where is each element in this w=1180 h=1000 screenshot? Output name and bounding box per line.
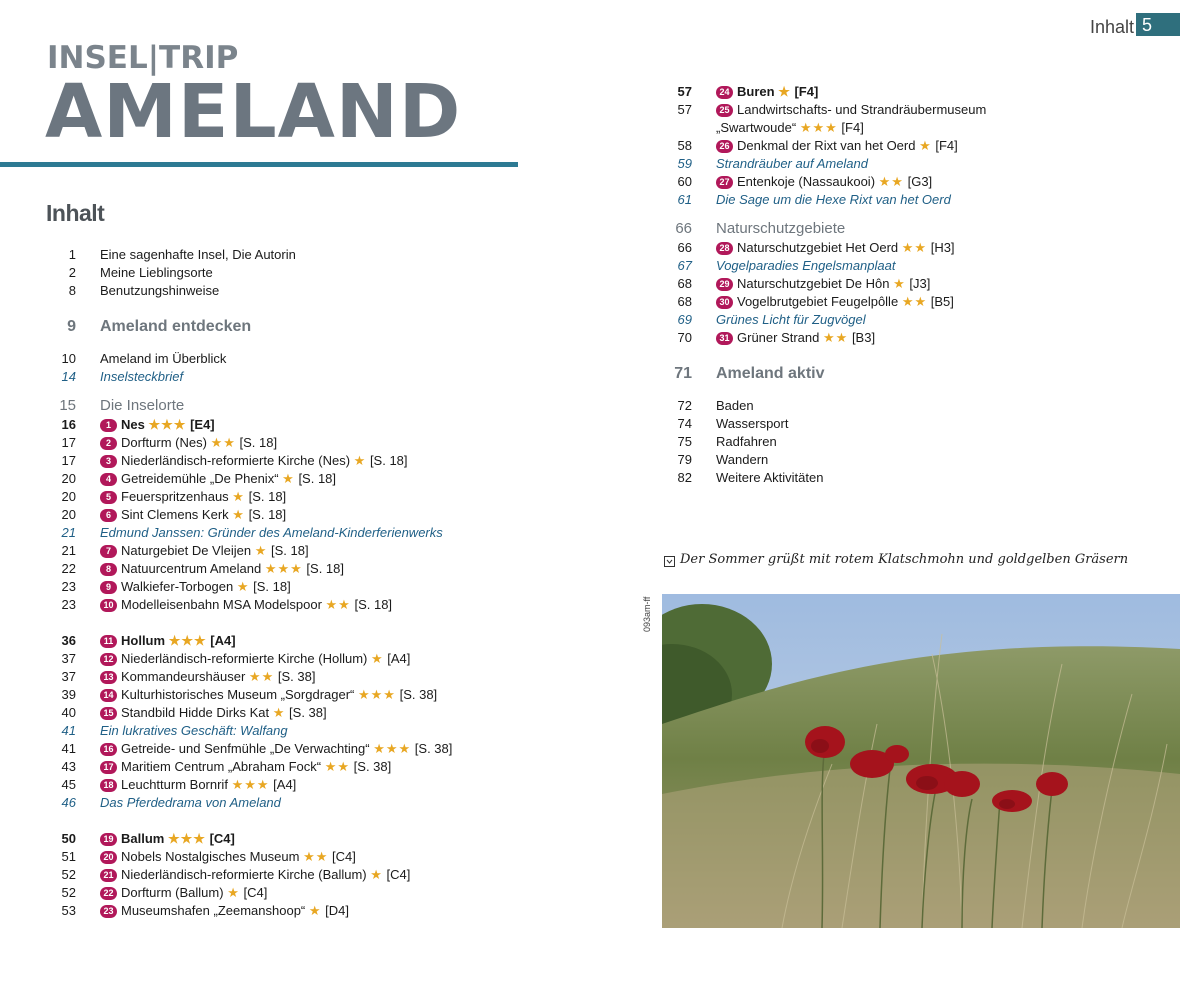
toc-entry-title: Naturschutzgebiet De Hôn <box>737 276 890 291</box>
toc-page-number: 41 <box>61 741 76 756</box>
toc-entry-title: Inselsteckbrief <box>100 369 184 384</box>
sight-number-badge: 9 <box>100 581 117 594</box>
sight-number-badge: 25 <box>716 104 733 117</box>
toc-entry-text <box>100 848 356 866</box>
map-reference: [S. 38] <box>414 741 453 756</box>
toc-entry-title: Getreide- und Senfmühle „De Verwachting“ <box>121 741 370 756</box>
toc-entry-title: Ein lukratives Geschäft: Walfang <box>100 723 288 738</box>
toc-page-number: 1 <box>68 247 76 262</box>
toc-entry-title: Die Inselorte <box>100 397 185 414</box>
toc-page-number: 46 <box>61 795 76 810</box>
toc-entry-text <box>100 668 315 686</box>
toc-entry-text <box>716 363 824 385</box>
sight-number-badge: 26 <box>716 140 733 153</box>
toc-page-number: 17 <box>61 453 76 468</box>
toc-page-number: 79 <box>677 452 692 467</box>
map-reference: [F4] <box>841 120 864 135</box>
sight-number-badge: 8 <box>100 563 117 576</box>
map-reference: [S. 18] <box>248 507 287 522</box>
page-number: 5 <box>1136 13 1180 36</box>
toc-entry-text <box>100 560 344 578</box>
sight-number-badge: 23 <box>100 905 117 918</box>
toc-entry-title: Wandern <box>716 452 769 467</box>
toc-entry-title: Standbild Hidde Dirks Kat <box>121 705 270 720</box>
toc-entry-title: Landwirtschafts- und Strandräubermuseum <box>737 102 987 117</box>
rating-stars: ★★ <box>303 849 329 864</box>
toc-entry-text <box>716 137 958 155</box>
toc-entry-title: Naturschutzgebiet Het Oerd <box>737 240 899 255</box>
toc-entry-title: Denkmal der Rixt van het Oerd <box>737 138 916 153</box>
toc-entry-text <box>100 578 291 596</box>
rating-stars: ★★ <box>248 669 275 684</box>
rating-stars: ★★ <box>325 597 351 612</box>
sight-number-badge: 24 <box>716 86 733 99</box>
map-reference: [J3] <box>909 276 931 291</box>
toc-entry-text <box>100 632 236 650</box>
toc-entry-title: Grüner Strand <box>737 330 820 345</box>
toc-entry-title: Hollum <box>121 633 166 648</box>
toc-page-number: 60 <box>677 174 692 189</box>
toc-entry-text <box>100 368 183 386</box>
rating-stars: ★ <box>778 84 791 99</box>
toc-entry-text <box>716 451 768 469</box>
toc-page-number: 51 <box>61 849 76 864</box>
map-reference: [C4] <box>209 831 235 846</box>
toc-entry-title: „Swartwoude“ <box>716 120 797 135</box>
toc-page-number: 16 <box>61 417 76 432</box>
toc-entry-title: Niederländisch-reformierte Kirche (Hollum) <box>121 651 368 666</box>
toc-entry-title: Eine sagenhafte Insel, Die Autorin <box>100 247 296 262</box>
toc-entry-title: Kulturhistorisches Museum „Sorgdrager“ <box>121 687 355 702</box>
toc-entry-text <box>716 119 864 137</box>
sight-number-badge: 21 <box>100 869 117 882</box>
toc-page-number: 2 <box>68 265 76 280</box>
toc-page-number: 58 <box>677 138 692 153</box>
toc-entry-title: Ameland entdecken <box>100 318 252 335</box>
toc-entry-text <box>716 397 754 415</box>
map-reference: [S. 18] <box>248 489 287 504</box>
toc-entry-title: Vogelparadies Engelsmanplaat <box>716 258 896 273</box>
rating-stars: ★ <box>272 705 286 720</box>
toc-entry-title: Entenkoje (Nassaukooi) <box>737 174 876 189</box>
toc-entry-text <box>100 740 452 758</box>
map-reference: [E4] <box>190 417 215 432</box>
toc-page-number: 52 <box>61 867 76 882</box>
toc-page-number: 22 <box>61 561 76 576</box>
toc-page-number: 17 <box>61 435 76 450</box>
toc-entry-text <box>716 239 955 257</box>
sight-number-badge: 30 <box>716 296 733 309</box>
toc-page-number: 14 <box>61 369 76 384</box>
toc-entry-text <box>716 155 868 173</box>
toc-entry-title: Sint Clemens Kerk <box>121 507 229 522</box>
toc-entry-text <box>100 434 277 452</box>
toc-entry-text <box>100 264 213 282</box>
photo-caption: Der Sommer grüßt mit rotem Klatschmohn und goldgelben Gräsern <box>680 552 1129 567</box>
toc-page-number: 40 <box>61 705 76 720</box>
toc-entry-text <box>716 219 845 239</box>
map-reference: [C4] <box>243 885 268 900</box>
sight-number-badge: 28 <box>716 242 733 255</box>
rating-stars: ★★★ <box>168 633 207 648</box>
toc-entry-text <box>100 650 410 668</box>
rating-stars: ★ <box>919 138 932 153</box>
map-reference: [S. 38] <box>289 705 327 720</box>
toc-page-number: 43 <box>61 759 76 774</box>
toc-entry-text <box>716 469 823 487</box>
map-reference: [H3] <box>930 240 955 255</box>
map-reference: [B5] <box>930 294 954 309</box>
rating-stars: ★★★ <box>167 831 206 846</box>
map-reference: [A4] <box>210 633 236 648</box>
rating-stars: ★ <box>236 579 250 594</box>
toc-heading: Inhalt <box>46 200 105 226</box>
toc-page-number: 23 <box>61 597 76 612</box>
rating-stars: ★ <box>893 276 906 291</box>
sight-number-badge: 31 <box>716 332 733 345</box>
toc-entry-text <box>100 542 309 560</box>
toc-entry-title: Radfahren <box>716 434 777 449</box>
rating-stars: ★ <box>370 867 383 882</box>
toc-entry-title: Benutzungshinweise <box>100 283 220 298</box>
toc-page-number: 82 <box>677 470 692 485</box>
toc-entry-text <box>100 350 226 368</box>
toc-page-number: 37 <box>61 651 76 666</box>
sight-number-badge: 22 <box>100 887 117 900</box>
toc-page-number: 68 <box>677 294 692 309</box>
toc-page-number: 20 <box>61 489 76 504</box>
sight-number-badge: 19 <box>100 833 117 846</box>
toc-entry-text <box>100 282 219 300</box>
sight-number-badge: 2 <box>100 437 117 450</box>
map-reference: [A4] <box>387 651 411 666</box>
toc-entry-text <box>100 452 408 470</box>
toc-entry-title: Strandräuber auf Ameland <box>716 156 869 171</box>
map-reference: [B3] <box>851 330 876 345</box>
rating-stars: ★★ <box>901 240 928 255</box>
toc-page-number: 36 <box>61 633 76 648</box>
toc-page-number: 45 <box>61 777 76 792</box>
sight-number-badge: 1 <box>100 419 117 432</box>
toc-entry-text <box>100 884 267 902</box>
rating-stars: ★★ <box>324 759 351 774</box>
toc-entry-text <box>716 293 954 311</box>
toc-page-number: 10 <box>61 351 76 366</box>
map-reference: [S. 18] <box>369 453 408 468</box>
toc-page-number: 69 <box>677 312 692 327</box>
sight-number-badge: 4 <box>100 473 117 486</box>
toc-page-number: 39 <box>61 687 76 702</box>
toc-entry-title: Wassersport <box>716 416 789 431</box>
sight-number-badge: 13 <box>100 671 117 684</box>
map-reference: [G3] <box>907 174 933 189</box>
toc-entry-text <box>716 275 930 293</box>
poppy-meadow-photo <box>662 594 1180 928</box>
map-reference: [S. 18] <box>270 543 309 558</box>
toc-page-number: 50 <box>61 831 76 846</box>
rating-stars: ★★ <box>901 294 928 309</box>
toc-page-number: 57 <box>677 84 692 99</box>
toc-entry-title: Meine Lieblingsorte <box>100 265 213 280</box>
toc-entry-text <box>716 311 866 329</box>
toc-entry-title: Vogelbrutgebiet Feugelpôlle <box>737 294 899 309</box>
map-reference: [C4] <box>332 849 356 864</box>
toc-entry-title: Weitere Aktivitäten <box>716 470 824 485</box>
toc-entry-text <box>100 396 184 416</box>
sight-number-badge: 3 <box>100 455 117 468</box>
toc-entry-text <box>100 316 251 338</box>
toc-entry-text <box>100 794 281 812</box>
toc-entry-text <box>716 257 895 275</box>
toc-entry-text <box>100 758 391 776</box>
toc-entry-title: Leuchtturm Bornrif <box>121 777 228 792</box>
rating-stars: ★ <box>232 489 245 504</box>
map-reference: [F4] <box>935 138 958 153</box>
toc-page-number: 61 <box>677 192 692 207</box>
toc-page-number: 71 <box>674 365 692 382</box>
sight-number-badge: 16 <box>100 743 117 756</box>
rating-stars: ★ <box>308 903 322 918</box>
toc-entry-title: Baden <box>716 398 754 413</box>
rating-stars: ★ <box>227 885 240 900</box>
toc-page-number: 52 <box>61 885 76 900</box>
sight-number-badge: 17 <box>100 761 117 774</box>
toc-entry-title: Die Sage um die Hexe Rixt van het Oerd <box>716 192 951 207</box>
toc-page-number: 20 <box>61 507 76 522</box>
toc-entry-title: Das Pferdedrama von Ameland <box>100 795 281 810</box>
toc-entry-text <box>716 433 777 451</box>
toc-page-number: 66 <box>677 240 692 255</box>
toc-entry-title: Feuerspritzenhaus <box>121 489 229 504</box>
sight-number-badge: 11 <box>100 635 117 648</box>
toc-entry-text <box>100 524 443 542</box>
toc-entry-text <box>100 776 296 794</box>
sight-number-badge: 20 <box>100 851 117 864</box>
toc-entry-text <box>716 415 788 433</box>
toc-entry-text <box>100 596 392 614</box>
toc-entry-title: Maritiem Centrum „Abraham Fock“ <box>121 759 322 774</box>
map-reference: [S. 18] <box>239 435 278 450</box>
rating-stars: ★ <box>254 543 268 558</box>
toc-entry-title: Nobels Nostalgisches Museum <box>121 849 300 864</box>
toc-page-number: 72 <box>677 398 692 413</box>
toc-page-number: 15 <box>59 397 76 414</box>
map-reference: [S. 38] <box>353 759 392 774</box>
toc-page-number: 8 <box>68 283 76 298</box>
map-reference: [S. 18] <box>253 579 291 594</box>
sight-number-badge: 5 <box>100 491 117 504</box>
toc-page-number: 23 <box>61 579 76 594</box>
toc-entry-title: Walkiefer-Torbogen <box>121 579 234 594</box>
toc-entry-title: Naturgebiet De Vleijen <box>121 543 252 558</box>
toc-entry-text <box>100 866 410 884</box>
running-header: Inhalt <box>1090 17 1135 37</box>
toc-page-number: 67 <box>677 258 692 273</box>
toc-page-number: 9 <box>67 318 76 335</box>
sight-number-badge: 27 <box>716 176 733 189</box>
toc-entry-text <box>100 704 327 722</box>
sight-number-badge: 14 <box>100 689 117 702</box>
rating-stars: ★★★ <box>358 687 396 702</box>
toc-entry-text <box>100 722 288 740</box>
sight-number-badge: 29 <box>716 278 733 291</box>
toc-entry-text <box>716 173 932 191</box>
rating-stars: ★ <box>282 471 295 486</box>
map-reference: [A4] <box>273 777 297 792</box>
toc-entry-text <box>716 101 986 119</box>
map-reference: [S. 38] <box>277 669 316 684</box>
toc-page-number: 21 <box>61 525 76 540</box>
toc-entry-title: Nes <box>121 417 145 432</box>
toc-entry-text <box>100 830 235 848</box>
sight-number-badge: 15 <box>100 707 117 720</box>
toc-entry-title: Ballum <box>121 831 165 846</box>
rating-stars: ★★★ <box>231 777 270 792</box>
toc-page-number: 53 <box>61 903 76 918</box>
toc-entry-title: Natuurcentrum Ameland <box>121 561 262 576</box>
toc-entry-title: Kommandeurshäuser <box>121 669 246 684</box>
toc-page-number: 75 <box>677 434 692 449</box>
toc-entry-text <box>100 686 437 704</box>
sight-number-badge: 12 <box>100 653 117 666</box>
toc-entry-text <box>100 506 286 524</box>
map-reference: [C4] <box>386 867 411 882</box>
toc-page-number: 66 <box>675 220 692 237</box>
caption-marker-icon <box>664 556 675 567</box>
toc-entry-title: Getreidemühle „De Phenix“ <box>121 471 279 486</box>
rating-stars: ★ <box>353 453 367 468</box>
toc-entry-title: Dorfturm (Ballum) <box>121 885 224 900</box>
toc-page-number: 57 <box>677 102 692 117</box>
toc-entry-title: Niederländisch-reformierte Kirche (Nes) <box>121 453 351 468</box>
toc-entry-title: Ameland im Überblick <box>100 351 227 366</box>
toc-entry-title: Naturschutzgebiete <box>716 220 846 237</box>
rating-stars: ★ <box>232 507 245 522</box>
rating-stars: ★★ <box>878 174 904 189</box>
toc-entry-text <box>100 488 286 506</box>
rating-stars: ★★★ <box>148 417 187 432</box>
toc-entry-text <box>100 416 215 434</box>
toc-page-number: 74 <box>677 416 692 431</box>
toc-page-number: 70 <box>677 330 692 345</box>
toc-entry-title: Museumshafen „Zeemanshoop“ <box>121 903 306 918</box>
sight-number-badge: 7 <box>100 545 117 558</box>
toc-entry-title: Edmund Janssen: Gründer des Ameland-Kinderferienwerks <box>100 525 443 540</box>
toc-page-number: 41 <box>61 723 76 738</box>
map-reference: [F4] <box>794 84 819 99</box>
photo-credit: 093am-ff <box>642 596 652 632</box>
toc-entry-title: Ameland aktiv <box>716 365 825 382</box>
rating-stars: ★★ <box>210 435 236 450</box>
toc-entry-text <box>716 83 818 101</box>
toc-entry-title: Modelleisenbahn MSA Modelspoor <box>121 597 322 612</box>
toc-page-number: 59 <box>677 156 692 171</box>
sight-number-badge: 10 <box>100 599 117 612</box>
toc-entry-text <box>100 470 336 488</box>
book-title: AMELAND <box>45 69 462 155</box>
series-brand: INSEL|TRIP <box>47 40 239 76</box>
map-reference: [S. 18] <box>306 561 344 576</box>
map-reference: [S. 18] <box>354 597 393 612</box>
toc-entry-title: Grünes Licht für Zugvögel <box>716 312 866 327</box>
toc-page-number: 37 <box>61 669 76 684</box>
toc-entry-text <box>716 329 875 347</box>
sight-number-badge: 18 <box>100 779 117 792</box>
toc-entry-text <box>100 902 349 920</box>
rating-stars: ★★ <box>823 330 849 345</box>
sight-number-badge: 6 <box>100 509 117 522</box>
toc-entry-text <box>716 191 951 209</box>
map-reference: [S. 38] <box>399 687 438 702</box>
title-divider <box>0 162 518 167</box>
map-reference: [S. 18] <box>298 471 337 486</box>
toc-entry-text <box>100 246 296 264</box>
toc-page-number: 21 <box>61 543 76 558</box>
toc-entry-title: Niederländisch-reformierte Kirche (Ballum) <box>121 867 367 882</box>
toc-page-number: 68 <box>677 276 692 291</box>
toc-entry-title: Buren <box>737 84 775 99</box>
toc-page-number: 20 <box>61 471 76 486</box>
rating-stars: ★★★ <box>373 741 412 756</box>
map-reference: [D4] <box>325 903 350 918</box>
rating-stars: ★ <box>370 651 384 666</box>
rating-stars: ★★★ <box>264 561 303 576</box>
toc-entry-title: Dorfturm (Nes) <box>121 435 207 450</box>
rating-stars: ★★★ <box>799 120 838 135</box>
